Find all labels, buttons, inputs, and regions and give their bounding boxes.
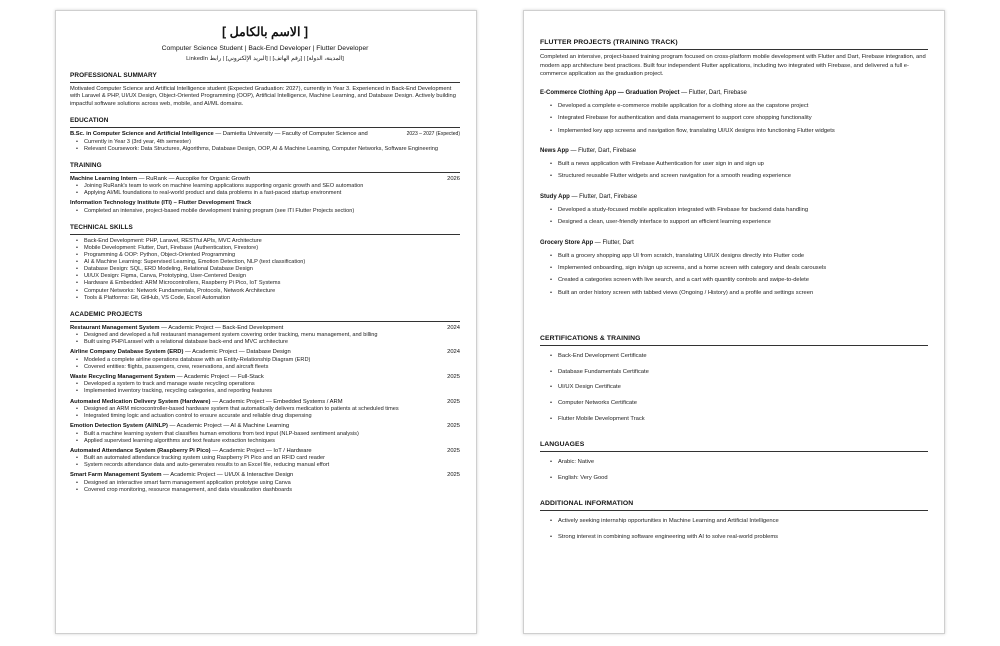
project-name: Restaurant Management System [70,324,160,331]
project-meta: — Academic Project — Embedded Systems / ARM [210,398,343,405]
project-name: Emotion Detection System (AI/NLP) [70,423,168,430]
skill-item: • Mobile Development: Flutter, Dart, Firebase (Authentication, Firestore) [84,245,460,252]
list-item: • Implemented inventory tracking, recycling categories, and reporting features [84,388,460,395]
section-divider [70,234,460,235]
project-date: 2025 [447,447,460,454]
list-item: • Covered entities: flights, passengers, crew, reservations, and aircraft fleets [84,364,460,371]
flutter-section [540,39,928,299]
project-date: 2025 [447,398,460,405]
skill-item: • AI & Machine Learning: Supervised Learning, Emotion Detection, NLP (text classification) [84,259,460,266]
certification-item: • UI/UX Design Certificate [558,380,928,396]
skills-section [70,224,460,302]
flutter-project-name: Grocery Store App [540,239,594,246]
candidate-name: [ الاسم بالكامل ] [221,25,309,39]
education-date: 2023 – 2027 (Expected) [406,131,460,138]
summary-section [70,72,460,108]
project-meta: — Academic Project — Full-Stack [175,373,264,380]
project-entry [70,472,460,494]
project-name: Smart Farm Management System [70,472,162,479]
list-item: • Developed a complete e-commerce mobile application for a clothing store as the capstone project [558,100,928,112]
education-section [70,117,460,153]
project-date: 2025 [447,423,460,430]
list-item: • Built an order history screen with tabbed views (Ongoing / History) and a profile and settings screen [558,287,928,299]
project-meta: — Academic Project — Database Design [183,349,291,356]
project-entry [70,349,460,371]
project-date: 2024 [447,324,460,331]
section-divider [540,49,928,50]
section-divider [540,451,928,452]
list-item: • System records attendance data and auto-generates results to an Excel file, reducing manual effort [84,462,460,469]
section-title: TECHNICAL SKILLS [70,223,133,231]
section-divider [70,82,460,83]
project-name: Airline Company Database System (ERD) [70,349,184,356]
training-entry [70,200,460,215]
resume-page-2 [523,10,945,634]
training-entry [70,176,460,198]
certification-item: • Back-End Development Certificate [558,349,928,365]
project-meta: — Academic Project — Back-End Development [159,324,284,331]
flutter-project-tech: — Flutter, Dart, Firebase [679,89,747,96]
additional-item: • Strong interest in combining software engineering with AI to solve real-world problems [558,530,928,546]
project-name: Waste Recycling Management System [70,373,176,380]
section-title: CERTIFICATIONS & TRAINING [540,335,641,343]
section-title: PROFESSIONAL SUMMARY [70,72,157,79]
section-divider [540,345,928,346]
projects-section [70,311,460,494]
project-name: Automated Attendance System (Raspberry Pi Pico) [70,447,211,454]
list-item: • Relevant Coursework: Data Structures, Algorithms, Database Design, OOP, AI & Machine Learning, Computer Networks, Software Engineering [84,146,460,153]
flutter-intro: Completed an intensive, project-based training program focused on cross-platform mobile development with Flutter and Dart, Firebase integration, and modern app architecture best practices. Built four independent Flutter applications, including two integrated with Firebase, and delivered a full e-commerce application as the graduation project. [540,54,926,78]
project-entry [70,399,460,421]
skill-item: • Computer Networks: Network Fundamentals, Protocols, Network Architecture [84,288,460,295]
list-item: • Implemented onboarding, sign in/sign up screens, and a home screen with category and deals carousels [558,262,928,274]
skill-item: • Back-End Development: PHP, Laravel, RESTful APIs, MVC Architecture [84,238,460,245]
list-item: • Structured reusable Flutter widgets and screen navigation for a smooth reading experience [558,170,928,182]
list-item: • Completed an intensive, project-based mobile development training program (see ITI Flutter Projects section) [84,208,460,215]
list-item: • Currently in Year 3 (3rd year, 4th semester) [84,139,460,146]
list-item: • Built a machine learning system that classifies human emotions from text input (NLP-based sentiment analysis) [84,431,460,438]
list-item: • Joining RuRank's team to work on machine learning applications supporting organic growth and SEO automation [84,183,460,190]
certification-item: • Database Fundamentals Certificate [558,365,928,381]
section-title: EDUCATION [70,117,109,125]
flutter-project-tech: — Flutter, Dart, Firebase [569,193,638,200]
list-item: • Developed a study-focused mobile application integrated with Firebase for backend data handling [558,204,928,216]
resume-page-1 [55,10,477,634]
section-divider [70,321,460,322]
project-entry [70,374,460,396]
list-item: • Integrated Firebase for authentication and data management to support core shopping functionality [558,112,928,124]
flutter-project-meta: — Graduation Project [616,89,680,96]
flutter-project-tech: — Flutter, Dart [593,239,634,246]
project-entry [70,325,460,347]
degree-title: B.Sc. in Computer Science and Artificial Intelligence [70,131,214,138]
skill-item: • Database Design: SQL, ERD Modeling, Relational Database Design [84,266,460,273]
project-meta: — Academic Project — UI/UX & Interactive Design [161,472,294,479]
flutter-project-name: Study App [540,193,570,200]
summary-text: Motivated Computer Science and Artificial Intelligence student (Expected Graduation: 2027), currently in Year 3. Experienced in Back-End Development with Laravel & PHP, UI/UX Design, Object-Oriented Programming (OOP), Artificial Intelligence, Machine Learning, and Database Design. Actively building impactful software solutions across web, mobile, and AI/ML domains. [70,86,456,107]
list-item: • Built a grocery shopping app UI from scratch, translating UI/UX designs directly into Flutter code [558,250,928,262]
additional-section [540,500,928,545]
flutter-project [540,147,928,183]
training-org: — RuRank — Aucopike for Organic Growth [137,175,251,182]
project-date: 2024 [447,349,460,356]
flutter-project [540,89,928,137]
certifications-section [540,335,928,427]
skill-item: • Programming & OOP: Python, Object-Oriented Programming [84,252,460,259]
additional-item: • Actively seeking internship opportunities in Machine Learning and Artificial Intelligence [558,514,928,530]
project-name: Automated Medication Delivery System (Hardware) [70,398,211,405]
list-item: • Covered crop monitoring, resource management, and data visualization dashboards [84,487,460,494]
education-entry [70,131,460,153]
list-item: • Applying AI/ML foundations to real-world product and data problems in a fast-paced startup environment [84,190,460,197]
skill-item: • Hardware & Embedded: ARM Microcontrollers, Raspberry Pi Pico, IoT Systems [84,280,460,287]
skill-item: • UI/UX Design: Figma, Canva, Prototyping, User-Centered Design [84,273,460,280]
project-entry [70,448,460,470]
languages-section [540,441,928,486]
language-item: • English: Very Good [558,471,928,487]
project-meta: — Academic Project — IoT / Hardware [210,447,312,454]
section-title: TRAINING [70,161,102,169]
section-title: ADDITIONAL INFORMATION [540,500,634,508]
section-title: LANGUAGES [540,441,585,449]
list-item: • Applied supervised learning algorithms and text feature extraction techniques [84,438,460,445]
section-divider [540,510,928,511]
section-divider [70,127,460,128]
training-section [70,162,460,215]
flutter-project-name: E-Commerce Clothing App [540,89,617,96]
training-role: Machine Learning Intern [70,175,137,182]
training-date: 2026 [447,175,460,182]
flutter-project [540,239,928,300]
list-item: • Developed a system to track and manage waste recycling operations [84,381,460,388]
project-date: 2025 [447,373,460,380]
flutter-project [540,193,928,229]
language-item: • Arabic: Native [558,455,928,471]
school-name: — Damietta University — Faculty of Computer Science and [213,131,368,138]
list-item: • Built a news application with Firebase Authentication for user sign in and sign up [558,158,928,170]
list-item: • Designed a clean, user-friendly interface to support an efficient learning experience [558,216,928,228]
section-title: FLUTTER PROJECTS (TRAINING TRACK) [540,39,678,46]
list-item: • Built an automated attendance tracking system using Raspberry Pi Pico and an RFID card reader [84,455,460,462]
section-divider [70,172,460,173]
project-meta: — Academic Project — AI & Machine Learning [167,423,290,430]
flutter-project-tech: — Flutter, Dart, Firebase [568,148,637,154]
contact-line: [المدينة، الدولة] | [رقم الهاتف] | [البريد الإلكتروني] | رابط LinkedIn [186,56,344,62]
list-item: • Built using PHP/Laravel with a relational database back-end and MVC architecture [84,339,460,346]
flutter-project-name: News App [540,148,569,154]
project-entry [70,423,460,445]
list-item: • Designed an ARM microcontroller-based hardware system that automatically delivers medication to patients at scheduled times [84,406,460,413]
list-item: • Designed an interactive smart farm management application prototype using Canva [84,480,460,487]
list-item: • Implemented key app screens and navigation flow, translating UI/UX designs into functioning Flutter widgets [558,125,928,137]
certification-item: • Computer Networks Certificate [558,396,928,412]
project-date: 2025 [447,472,460,479]
training-role: Information Technology Institute (ITI) – Flutter Development Track [70,200,252,207]
certification-item: • Flutter Mobile Development Track [558,412,928,428]
list-item: • Designed and developed a full restaurant management system covering order tracking, menu management, and billing [84,332,460,339]
skill-item: • Tools & Platforms: Git, GitHub, VS Code, Excel Automation [84,295,460,302]
candidate-headline: Computer Science Student | Back-End Developer | Flutter Developer [161,45,369,52]
list-item: • Integrated timing logic and actuation control to ensure accurate and reliable drug dispensing [84,413,460,420]
list-item: • Modeled a complete airline operations database with an Entity-Relationship Diagram (ERD) [84,357,460,364]
list-item: • Created a categories screen with live search, and a cart with quantity controls and swipe-to-delete [558,274,928,286]
section-title: ACADEMIC PROJECTS [70,310,143,318]
